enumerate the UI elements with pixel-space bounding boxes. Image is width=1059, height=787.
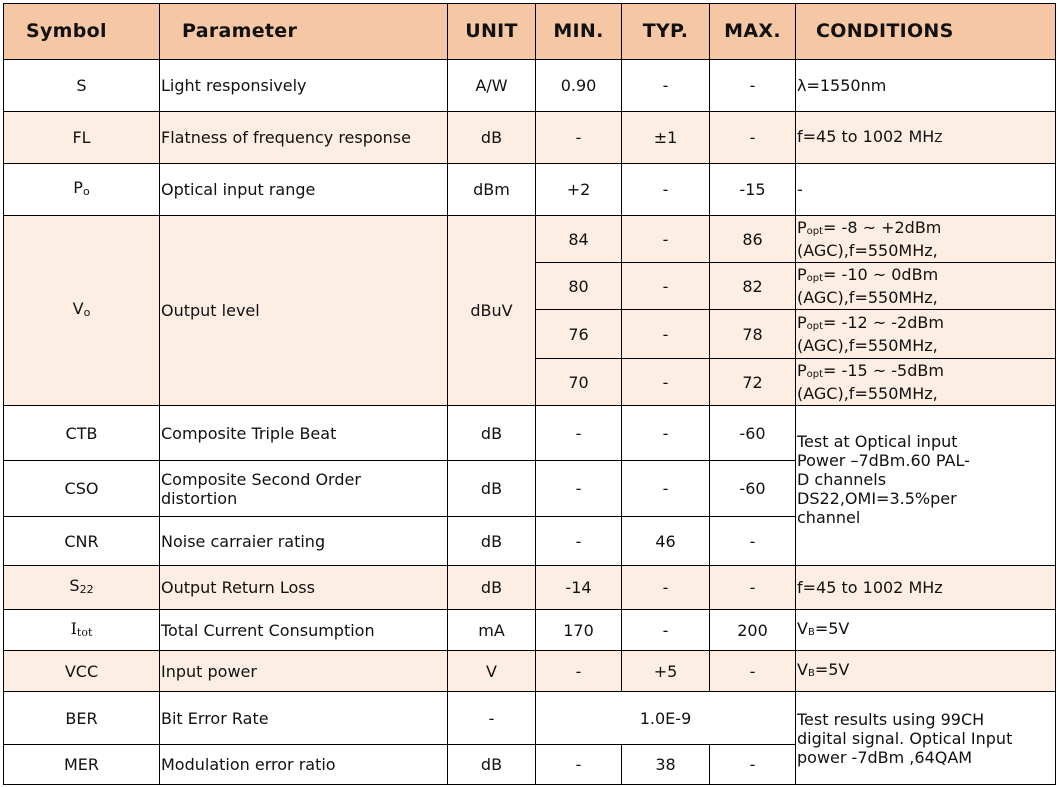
parameter-cell: Total Current Consumption	[160, 610, 448, 651]
symbol-main: S	[69, 576, 80, 595]
condition-main: V	[797, 659, 808, 679]
condition-cell: -	[796, 164, 1056, 216]
header-unit: UNIT	[448, 4, 536, 60]
max-cell: 200	[710, 610, 796, 651]
max-cell: -	[710, 60, 796, 112]
typ-cell: -	[622, 461, 710, 517]
symbol-cell: BER	[4, 692, 160, 745]
typ-cell: -	[622, 359, 710, 406]
min-cell: 80	[536, 263, 622, 310]
header-min: MIN.	[536, 4, 622, 60]
max-cell: -60	[710, 461, 796, 517]
symbol-subscript: o	[83, 306, 91, 319]
condition-p: P	[797, 218, 807, 237]
symbol-cell: CNR	[4, 517, 160, 566]
condition-p: P	[797, 361, 807, 380]
condition-cell	[796, 610, 1056, 651]
min-cell: +2	[536, 164, 622, 216]
table-row	[4, 406, 1056, 461]
condition-line: Power –7dBm.60 PAL-	[797, 451, 970, 470]
condition-subscript: opt	[806, 321, 824, 332]
condition-subscript: opt	[806, 226, 824, 237]
min-cell: 76	[536, 310, 622, 359]
condition-cell	[796, 263, 1056, 310]
condition-cell-group	[796, 692, 1056, 785]
symbol-main: P	[73, 178, 83, 197]
specifications-table	[3, 3, 1056, 785]
condition-small-unit: Z	[934, 131, 943, 145]
min-cell: 84	[536, 216, 622, 263]
typ-cell: -	[622, 310, 710, 359]
max-cell: -60	[710, 406, 796, 461]
symbol-main: I	[70, 618, 77, 638]
condition-line: DS22,OMI=3.5%per	[797, 489, 957, 508]
typ-cell: -	[622, 566, 710, 610]
parameter-cell: Noise carraier rating	[160, 517, 448, 566]
typ-cell: -	[622, 406, 710, 461]
symbol-cell	[4, 164, 160, 216]
condition-cell	[796, 310, 1056, 359]
table-row	[4, 651, 1056, 692]
condition-cell: f=45 to 1002 MHz	[796, 566, 1056, 610]
parameter-cell: Composite Triple Beat	[160, 406, 448, 461]
table-row	[4, 112, 1056, 164]
condition-cell: λ=1550nm	[796, 60, 1056, 112]
unit-cell: dB	[448, 745, 536, 785]
header-conditions: CONDITIONS	[796, 4, 1056, 60]
condition-line: digital signal. Optical Input	[797, 729, 1013, 748]
typ-cell: -	[622, 610, 710, 651]
typ-cell: ±1	[622, 112, 710, 164]
parameter-cell: Modulation error ratio	[160, 745, 448, 785]
max-cell: 78	[710, 310, 796, 359]
condition-p: P	[797, 265, 807, 284]
table-row	[4, 610, 1056, 651]
condition-subscript: B	[807, 626, 815, 638]
table-row	[4, 566, 1056, 610]
unit-cell: dB	[448, 461, 536, 517]
symbol-cell: MER	[4, 745, 160, 785]
condition-line2: (AGC),f=550MHz,	[797, 241, 938, 260]
unit-cell: dB	[448, 566, 536, 610]
condition-p: P	[797, 313, 807, 332]
symbol-cell: CSO	[4, 461, 160, 517]
symbol-cell: S	[4, 60, 160, 112]
condition-line: power -7dBm ,64QAM	[797, 748, 973, 767]
typ-cell: +5	[622, 651, 710, 692]
condition-cell	[796, 216, 1056, 263]
symbol-subscript: tot	[76, 625, 93, 639]
condition-subscript: opt	[806, 369, 824, 380]
condition-line1: = -8 ~ +2dBm	[823, 218, 942, 237]
parameter-cell: Flatness of frequency response	[160, 112, 448, 164]
min-cell: 0.90	[536, 60, 622, 112]
max-cell: -	[710, 112, 796, 164]
symbol-main: V	[72, 299, 84, 318]
parameter-cell: Optical input range	[160, 164, 448, 216]
table-row	[4, 692, 1056, 745]
max-cell: 82	[710, 263, 796, 310]
condition-main: f=45 to 1002 MH	[797, 127, 935, 146]
max-cell: 72	[710, 359, 796, 406]
condition-line: channel	[797, 508, 861, 527]
header-row	[4, 4, 1056, 60]
symbol-cell: VCC	[4, 651, 160, 692]
header-typ: TYP.	[622, 4, 710, 60]
min-cell: -	[536, 112, 622, 164]
parameter-cell: Light responsively	[160, 60, 448, 112]
max-cell: -15	[710, 164, 796, 216]
condition-cell	[796, 359, 1056, 406]
parameter-line2: distortion	[161, 488, 238, 508]
condition-line: D channels	[797, 470, 887, 489]
symbol-cell	[4, 610, 160, 651]
symbol-cell	[4, 216, 160, 406]
parameter-cell: Bit Error Rate	[160, 692, 448, 745]
typ-cell: 46	[622, 517, 710, 566]
parameter-cell: Output level	[160, 216, 448, 406]
condition-cell	[796, 112, 1056, 164]
min-cell: -	[536, 406, 622, 461]
condition-line: Test results using 99CH	[797, 710, 985, 729]
unit-cell: dBm	[448, 164, 536, 216]
parameter-cell: Output Return Loss	[160, 566, 448, 610]
condition-line: Test at Optical input	[797, 432, 958, 451]
table-row	[4, 164, 1056, 216]
header-parameter: Parameter	[160, 4, 448, 60]
typ-cell: -	[622, 60, 710, 112]
max-cell: 86	[710, 216, 796, 263]
parameter-line1: Composite Second Order	[161, 469, 361, 489]
unit-cell: mA	[448, 610, 536, 651]
typ-cell: -	[622, 164, 710, 216]
max-cell: -	[710, 745, 796, 785]
condition-subscript: B	[807, 667, 815, 679]
unit-cell: dB	[448, 406, 536, 461]
max-cell: -	[710, 651, 796, 692]
min-cell: -	[536, 461, 622, 517]
symbol-subscript: 22	[79, 583, 94, 596]
min-cell: -	[536, 651, 622, 692]
condition-line1: = -15 ~ -5dBm	[823, 361, 944, 380]
condition-line1: = -10 ~ 0dBm	[823, 265, 939, 284]
typ-cell: -	[622, 216, 710, 263]
condition-cell-group	[796, 406, 1056, 566]
unit-cell: -	[448, 692, 536, 745]
condition-line2: (AGC),f=550MHz,	[797, 384, 938, 403]
condition-cell	[796, 651, 1056, 692]
min-cell: -	[536, 745, 622, 785]
table-row	[4, 60, 1056, 112]
condition-main: V	[797, 618, 808, 638]
unit-cell: dBuV	[448, 216, 536, 406]
condition-rest: =5V	[814, 618, 850, 638]
unit-cell: dB	[448, 112, 536, 164]
min-cell: -	[536, 517, 622, 566]
min-cell: 170	[536, 610, 622, 651]
min-cell: 70	[536, 359, 622, 406]
parameter-cell: Input power	[160, 651, 448, 692]
condition-line1: = -12 ~ -2dBm	[823, 313, 944, 332]
max-cell: -	[710, 517, 796, 566]
unit-cell: dB	[448, 517, 536, 566]
value-cell: 1.0E-9	[536, 692, 796, 745]
table-row	[4, 216, 1056, 263]
max-cell: -	[710, 566, 796, 610]
unit-cell: A/W	[448, 60, 536, 112]
condition-rest: =5V	[814, 659, 850, 679]
min-cell: -14	[536, 566, 622, 610]
header-symbol: Symbol	[4, 4, 160, 60]
condition-line2: (AGC),f=550MHz,	[797, 336, 938, 355]
symbol-cell: FL	[4, 112, 160, 164]
condition-subscript: opt	[806, 273, 824, 284]
parameter-cell	[160, 461, 448, 517]
typ-cell: 38	[622, 745, 710, 785]
condition-line2: (AGC),f=550MHz,	[797, 288, 938, 307]
symbol-subscript: o	[82, 185, 90, 198]
symbol-cell: CTB	[4, 406, 160, 461]
unit-cell: V	[448, 651, 536, 692]
symbol-cell	[4, 566, 160, 610]
typ-cell: -	[622, 263, 710, 310]
header-max: MAX.	[710, 4, 796, 60]
